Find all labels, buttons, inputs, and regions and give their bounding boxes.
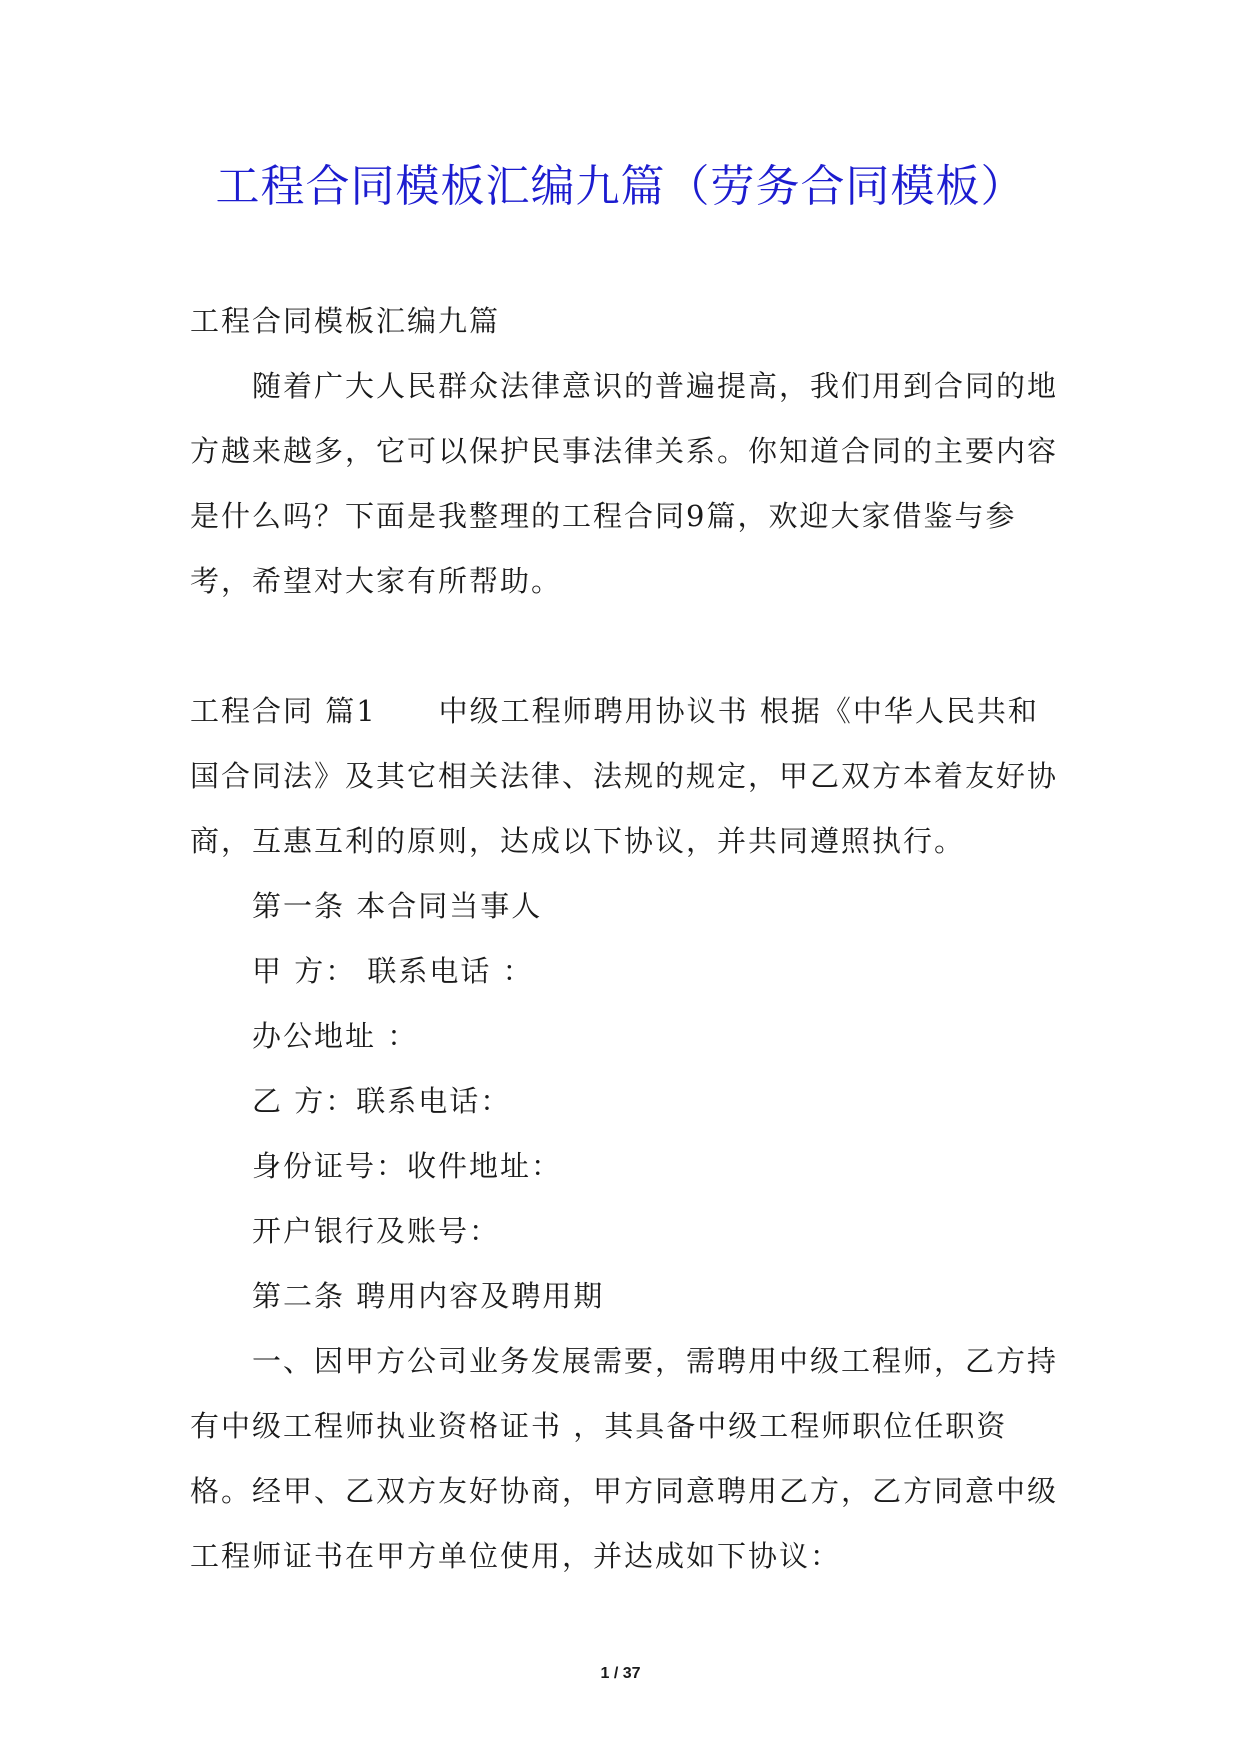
page-number: 1 / 37 — [600, 1665, 641, 1682]
document-title: 工程合同模板汇编九篇（劳务合同模板） — [215, 161, 1026, 212]
intro-paragraph: 随着广大人民群众法律意识的普遍提高，我们用到合同的地方越来越多，它可以保护民事法律关系。你知道合同的主要内容是什么吗？下面是我整理的工程合同9篇，欢迎大家借鉴与参考，希望对大家有所帮助。 — [190, 369, 1059, 598]
party-b-line: 乙 方：联系电话： — [252, 1084, 512, 1118]
id-and-mail-line: 身份证号：收件地址： — [252, 1149, 563, 1183]
paragraph-gap — [190, 614, 1060, 679]
section1-lead-paragraph: 工程合同 篇1 中级工程师聘用协议书 根据《中华人民共和国合同法》及其它相关法律、法规的规定，甲乙双方本着友好协商，互惠互利的原则，达成以下协议，并共同遵照执行。 — [190, 694, 1059, 858]
article2-heading: 第二条 聘用内容及聘用期 — [252, 1279, 605, 1313]
party-a-line: 甲 方： 联系电话 ： — [252, 954, 534, 988]
document-body — [190, 289, 1060, 1589]
article1-heading: 第一条 本合同当事人 — [252, 889, 543, 923]
bank-account-line: 开户银行及账号： — [252, 1214, 501, 1248]
office-address-line: 办公地址 ： — [252, 1019, 419, 1053]
document-subtitle: 工程合同模板汇编九篇 — [190, 304, 501, 338]
clause1-paragraph: 一、因甲方公司业务发展需要，需聘用中级工程师，乙方持有中级工程师执业资格证书 ，其具备中级工程师职位任职资格。经甲、乙双方友好协商，甲方同意聘用乙方，乙方同意中级工程师证书在甲方单位使用，并达成如下协议： — [190, 1344, 1059, 1573]
